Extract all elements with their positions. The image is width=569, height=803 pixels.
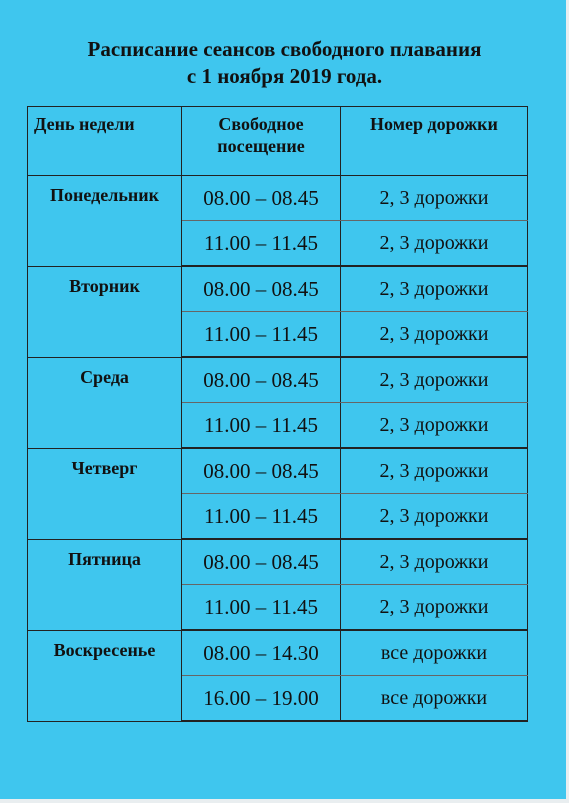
- table-row: [28, 630, 528, 676]
- title-line-1: Расписание сеансов свободного плавания: [87, 37, 482, 61]
- lanes-cell: 2, 3 дорожки: [341, 266, 528, 312]
- day-cell: Пятница: [28, 539, 182, 630]
- lanes-cell: 2, 3 дорожки: [341, 221, 528, 267]
- time-cell: 08.00 – 08.45: [182, 357, 341, 403]
- time-cell: 08.00 – 08.45: [182, 539, 341, 585]
- title-line-2: с 1 ноября 2019 года.: [186, 64, 383, 88]
- lanes-cell: все дорожки: [341, 630, 528, 676]
- time-cell: 16.00 – 19.00: [182, 676, 341, 722]
- lanes-cell: 2, 3 дорожки: [341, 357, 528, 403]
- day-cell: Вторник: [28, 266, 182, 357]
- time-cell: 08.00 – 14.30: [182, 630, 341, 676]
- header-day: День недели: [28, 107, 182, 176]
- table-row: [28, 176, 528, 221]
- lanes-cell: 2, 3 дорожки: [341, 448, 528, 494]
- time-cell: 11.00 – 11.45: [182, 221, 341, 267]
- lanes-cell: 2, 3 дорожки: [341, 312, 528, 358]
- time-cell: 08.00 – 08.45: [182, 448, 341, 494]
- time-cell: 11.00 – 11.45: [182, 494, 341, 540]
- page-title: [0, 36, 569, 90]
- day-cell: Среда: [28, 357, 182, 448]
- scan-edge-bottom: [0, 799, 569, 803]
- lanes-cell: 2, 3 дорожки: [341, 176, 528, 221]
- time-cell: 08.00 – 08.45: [182, 176, 341, 221]
- day-cell: Воскресенье: [28, 630, 182, 721]
- lanes-cell: все дорожки: [341, 676, 528, 722]
- header-lane: Номер дорожки: [341, 107, 528, 176]
- time-cell: 11.00 – 11.45: [182, 403, 341, 449]
- table-row: [28, 448, 528, 494]
- day-cell: Четверг: [28, 448, 182, 539]
- time-cell: 11.00 – 11.45: [182, 585, 341, 631]
- time-cell: 08.00 – 08.45: [182, 266, 341, 312]
- lanes-cell: 2, 3 дорожки: [341, 585, 528, 631]
- lanes-cell: 2, 3 дорожки: [341, 539, 528, 585]
- lanes-cell: 2, 3 дорожки: [341, 403, 528, 449]
- table-row: [28, 357, 528, 403]
- table-row: [28, 539, 528, 585]
- day-cell: Понедельник: [28, 176, 182, 267]
- header-time: Свободное посещение: [182, 107, 341, 176]
- table-header-row: [28, 107, 528, 176]
- time-cell: 11.00 – 11.45: [182, 312, 341, 358]
- schedule-table: [27, 106, 528, 722]
- table-row: [28, 266, 528, 312]
- lanes-cell: 2, 3 дорожки: [341, 494, 528, 540]
